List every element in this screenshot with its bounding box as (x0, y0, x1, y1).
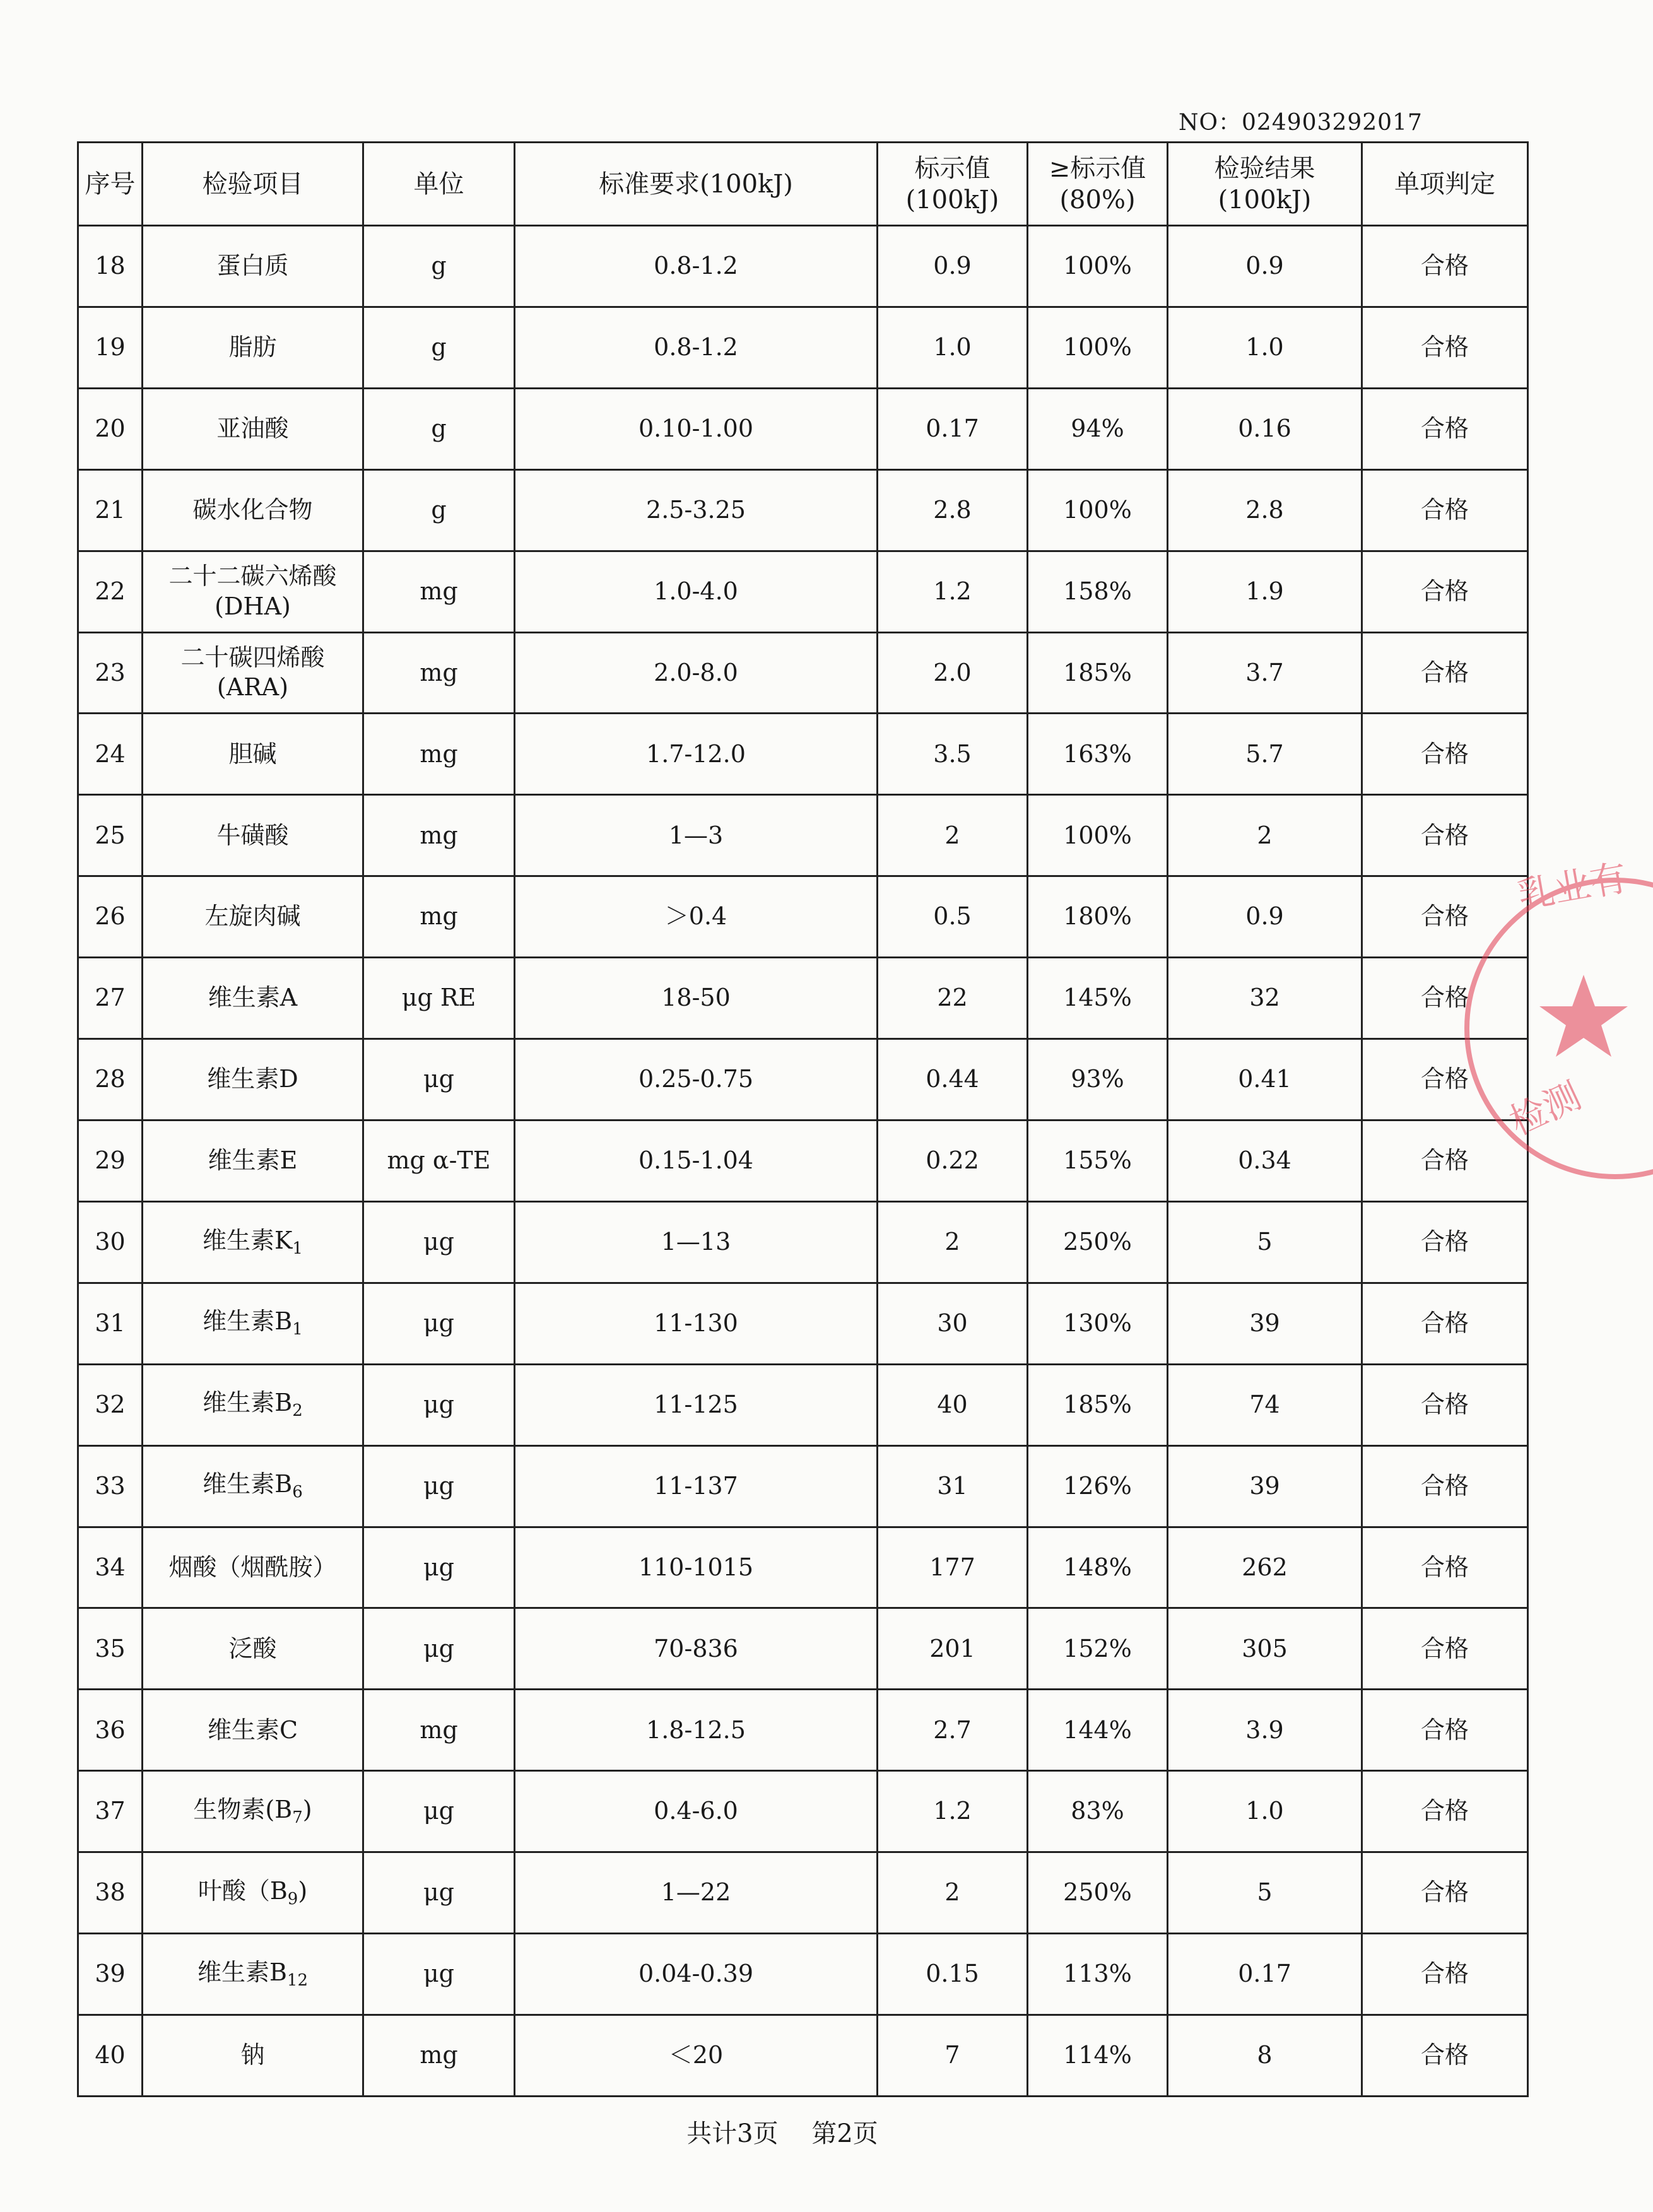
cell-label: 0.22 (878, 1120, 1028, 1201)
cell-ratio: 94% (1028, 388, 1168, 469)
item-name: 维生素K (203, 1226, 293, 1254)
cell-item (143, 1039, 363, 1121)
cell-label: 0.5 (878, 876, 1028, 958)
cell-ratio: 185% (1028, 1364, 1168, 1445)
cell-unit: g (363, 307, 515, 388)
table-row (78, 714, 1528, 795)
cell-ratio: 130% (1028, 1283, 1168, 1364)
cell-label: 40 (878, 1364, 1028, 1445)
cell-unit: μg (363, 1608, 515, 1690)
cell-seq: 18 (78, 226, 143, 307)
cell-item (143, 226, 363, 307)
item-name-end: ) (298, 1876, 308, 1905)
cell-judge: 合格 (1362, 1527, 1528, 1608)
cell-seq: 19 (78, 307, 143, 388)
cell-unit: mg (363, 632, 515, 714)
cell-item (143, 2015, 363, 2096)
cell-seq: 38 (78, 1852, 143, 1934)
table-row (78, 307, 1528, 388)
cell-unit: μg (363, 1527, 515, 1608)
cell-unit: μg (363, 1771, 515, 1852)
item-subscript: 1 (292, 1320, 303, 1339)
cell-standard: 1—3 (515, 795, 878, 876)
cell-item (143, 1934, 363, 2015)
cell-label: 1.2 (878, 1771, 1028, 1852)
cell-standard: 2.0-8.0 (515, 632, 878, 714)
item-subscript: 7 (292, 1808, 303, 1827)
header-seq: 序号 (78, 143, 143, 226)
cell-seq: 25 (78, 795, 143, 876)
cell-seq: 22 (78, 551, 143, 632)
cell-unit: μg (363, 1283, 515, 1364)
page-footer: 共计3页 第2页 (686, 2119, 878, 2148)
cell-ratio: 250% (1028, 1201, 1168, 1283)
item-name: 烟酸（烟酰胺） (168, 1553, 337, 1581)
item-name: 维生素B (203, 1389, 293, 1417)
cell-unit: g (363, 226, 515, 307)
table-row (78, 1934, 1528, 2015)
table-row (78, 2015, 1528, 2096)
cell-judge: 合格 (1362, 714, 1528, 795)
cell-result: 3.7 (1168, 632, 1362, 714)
cell-judge: 合格 (1362, 1771, 1528, 1852)
cell-result: 0.41 (1168, 1039, 1362, 1121)
cell-result: 32 (1168, 958, 1362, 1039)
cell-seq: 29 (78, 1120, 143, 1201)
cell-standard: 1.8-12.5 (515, 1690, 878, 1771)
cell-standard: ＜20 (515, 2015, 878, 2096)
cell-label: 0.9 (878, 226, 1028, 307)
cell-ratio: 148% (1028, 1527, 1168, 1608)
header-unit: 单位 (363, 143, 515, 226)
item-subscript: 9 (287, 1889, 298, 1909)
cell-unit: mg (363, 551, 515, 632)
table-row (78, 1445, 1528, 1527)
item-name: 泛酸 (228, 1634, 277, 1662)
cell-item (143, 958, 363, 1039)
cell-item (143, 1120, 363, 1201)
item-name: 生物素(B (193, 1795, 293, 1823)
cell-seq: 35 (78, 1608, 143, 1690)
table-row (78, 1690, 1528, 1771)
cell-judge: 合格 (1362, 632, 1528, 714)
cell-item (143, 1527, 363, 1608)
cell-ratio: 126% (1028, 1445, 1168, 1527)
cell-seq: 30 (78, 1201, 143, 1283)
cell-judge: 合格 (1362, 876, 1528, 958)
cell-standard: 11-130 (515, 1283, 878, 1364)
cell-judge: 合格 (1362, 1039, 1528, 1121)
cell-unit: g (363, 388, 515, 469)
item-name: 维生素B (203, 1307, 293, 1336)
cell-judge: 合格 (1362, 469, 1528, 551)
cell-seq: 21 (78, 469, 143, 551)
cell-item (143, 1364, 363, 1445)
cell-judge: 合格 (1362, 551, 1528, 632)
cell-ratio: 180% (1028, 876, 1168, 958)
cell-label: 22 (878, 958, 1028, 1039)
cell-label: 30 (878, 1283, 1028, 1364)
cell-item (143, 1283, 363, 1364)
cell-standard: 0.8-1.2 (515, 226, 878, 307)
cell-ratio: 100% (1028, 795, 1168, 876)
cell-label: 2 (878, 795, 1028, 876)
table-row (78, 795, 1528, 876)
cell-judge: 合格 (1362, 1364, 1528, 1445)
item-name: 维生素B (197, 1958, 287, 1986)
cell-seq: 39 (78, 1934, 143, 2015)
cell-judge: 合格 (1362, 1445, 1528, 1527)
cell-label: 2.8 (878, 469, 1028, 551)
cell-standard: 1.0-4.0 (515, 551, 878, 632)
cell-seq: 32 (78, 1364, 143, 1445)
cell-unit: g (363, 469, 515, 551)
svg-text:检测: 检测 (1503, 1074, 1588, 1144)
table-row (78, 1039, 1528, 1121)
cell-unit: mg (363, 714, 515, 795)
cell-judge: 合格 (1362, 958, 1528, 1039)
cell-item (143, 795, 363, 876)
cell-ratio: 145% (1028, 958, 1168, 1039)
cell-unit: mg α-TE (363, 1120, 515, 1201)
cell-standard: 0.10-1.00 (515, 388, 878, 469)
table-body (78, 226, 1528, 2097)
cell-standard: 11-125 (515, 1364, 878, 1445)
item-subscript: 6 (292, 1483, 303, 1502)
cell-label: 177 (878, 1527, 1028, 1608)
cell-result: 0.9 (1168, 226, 1362, 307)
table-row (78, 1120, 1528, 1201)
cell-seq: 23 (78, 632, 143, 714)
cell-unit: μg (363, 1934, 515, 2015)
cell-judge: 合格 (1362, 1283, 1528, 1364)
cell-item (143, 1445, 363, 1527)
header-judgement: 单项判定 (1362, 143, 1528, 226)
cell-judge: 合格 (1362, 307, 1528, 388)
cell-seq: 20 (78, 388, 143, 469)
cell-seq: 28 (78, 1039, 143, 1121)
cell-result: 3.9 (1168, 1690, 1362, 1771)
table-row (78, 876, 1528, 958)
cell-seq: 26 (78, 876, 143, 958)
cell-result: 0.34 (1168, 1120, 1362, 1201)
item-name: 碳水化合物 (192, 495, 313, 524)
cell-seq: 24 (78, 714, 143, 795)
cell-standard: 0.25-0.75 (515, 1039, 878, 1121)
cell-item (143, 388, 363, 469)
cell-unit: mg (363, 1690, 515, 1771)
cell-item (143, 307, 363, 388)
item-subscript: 2 (292, 1401, 303, 1421)
cell-standard: 0.8-1.2 (515, 307, 878, 388)
cell-ratio: 185% (1028, 632, 1168, 714)
cell-unit: μg (363, 1445, 515, 1527)
cell-judge: 合格 (1362, 1120, 1528, 1201)
cell-label: 2 (878, 1852, 1028, 1934)
table-row (78, 469, 1528, 551)
cell-ratio: 93% (1028, 1039, 1168, 1121)
cell-judge: 合格 (1362, 795, 1528, 876)
cell-unit: μg (363, 1201, 515, 1283)
cell-item (143, 1771, 363, 1852)
item-name: 维生素D (207, 1065, 298, 1093)
cell-result: 2.8 (1168, 469, 1362, 551)
table-row (78, 226, 1528, 307)
cell-label: 0.15 (878, 1934, 1028, 2015)
cell-seq: 31 (78, 1283, 143, 1364)
cell-result: 5.7 (1168, 714, 1362, 795)
item-name: 左旋肉碱 (204, 902, 301, 931)
cell-seq: 33 (78, 1445, 143, 1527)
cell-seq: 40 (78, 2015, 143, 2096)
item-name: 胆碱 (228, 739, 277, 768)
item-name: 叶酸（B (197, 1876, 288, 1905)
cell-standard: 2.5-3.25 (515, 469, 878, 551)
cell-ratio: 114% (1028, 2015, 1168, 2096)
header-item: 检验项目 (143, 143, 363, 226)
item-name: 亚油酸 (216, 415, 289, 443)
cell-judge: 合格 (1362, 1934, 1528, 2015)
cell-seq: 36 (78, 1690, 143, 1771)
cell-standard: 1.7-12.0 (515, 714, 878, 795)
cell-result: 2 (1168, 795, 1362, 876)
cell-unit: mg (363, 876, 515, 958)
cell-ratio: 100% (1028, 226, 1168, 307)
cell-result: 305 (1168, 1608, 1362, 1690)
cell-judge: 合格 (1362, 388, 1528, 469)
cell-label: 3.5 (878, 714, 1028, 795)
cell-unit: μg (363, 1039, 515, 1121)
header-result: 检验结果(100kJ) (1168, 143, 1362, 226)
table-row (78, 1201, 1528, 1283)
cell-standard: ＞0.4 (515, 876, 878, 958)
table-row (78, 1527, 1528, 1608)
cell-ratio: 100% (1028, 469, 1168, 551)
cell-result: 1.9 (1168, 551, 1362, 632)
item-name: 维生素C (207, 1715, 298, 1744)
cell-label: 1.2 (878, 551, 1028, 632)
cell-ratio: 83% (1028, 1771, 1168, 1852)
cell-standard: 0.04-0.39 (515, 1934, 878, 2015)
cell-item (143, 632, 363, 714)
cell-item (143, 876, 363, 958)
cell-standard: 1—13 (515, 1201, 878, 1283)
table-row (78, 1283, 1528, 1364)
cell-standard: 70-836 (515, 1608, 878, 1690)
cell-result: 39 (1168, 1283, 1362, 1364)
cell-standard: 110-1015 (515, 1527, 878, 1608)
item-name: 维生素E (208, 1146, 298, 1175)
cell-judge: 合格 (1362, 1690, 1528, 1771)
table-row (78, 632, 1528, 714)
cell-seq: 27 (78, 958, 143, 1039)
table-row (78, 1608, 1528, 1690)
cell-standard: 0.15-1.04 (515, 1120, 878, 1201)
cell-item (143, 551, 363, 632)
cell-result: 74 (1168, 1364, 1362, 1445)
cell-label: 1.0 (878, 307, 1028, 388)
cell-unit: μg RE (363, 958, 515, 1039)
item-name: 牛磺酸 (216, 821, 289, 849)
cell-ratio: 155% (1028, 1120, 1168, 1201)
item-name: 蛋白质 (216, 252, 289, 280)
cell-item (143, 1690, 363, 1771)
cell-ratio: 250% (1028, 1852, 1168, 1934)
cell-label: 201 (878, 1608, 1028, 1690)
cell-result: 39 (1168, 1445, 1362, 1527)
item-subscript: 12 (286, 1970, 309, 1990)
cell-unit: μg (363, 1364, 515, 1445)
cell-label: 2 (878, 1201, 1028, 1283)
item-name: 维生素A (208, 984, 298, 1012)
cell-result: 0.9 (1168, 876, 1362, 958)
item-name: 二十碳四烯酸(ARA) (180, 643, 325, 702)
cell-item (143, 469, 363, 551)
item-name: 维生素B (203, 1470, 293, 1498)
header-ratio: ≥标示值(80%) (1028, 143, 1168, 226)
item-name: 二十二碳六烯酸(DHA) (168, 562, 337, 620)
cell-ratio: 100% (1028, 307, 1168, 388)
cell-label: 0.44 (878, 1039, 1028, 1121)
cell-result: 0.16 (1168, 388, 1362, 469)
table-row (78, 958, 1528, 1039)
cell-ratio: 152% (1028, 1608, 1168, 1690)
table-row (78, 388, 1528, 469)
cell-unit: μg (363, 1852, 515, 1934)
table-row (78, 551, 1528, 632)
item-name-end: ) (302, 1795, 312, 1823)
cell-result: 1.0 (1168, 1771, 1362, 1852)
cell-standard: 11-137 (515, 1445, 878, 1527)
header-label-value: 标示值(100kJ) (878, 143, 1028, 226)
item-subscript: 1 (292, 1238, 303, 1258)
item-name: 钠 (240, 2041, 265, 2069)
header-standard: 标准要求(100kJ) (515, 143, 878, 226)
cell-ratio: 113% (1028, 1934, 1168, 2015)
cell-result: 5 (1168, 1852, 1362, 1934)
svg-text:乳业有: 乳业有 (1514, 856, 1630, 917)
cell-ratio: 163% (1028, 714, 1168, 795)
table-row (78, 1771, 1528, 1852)
cell-label: 2.0 (878, 632, 1028, 714)
cell-result: 1.0 (1168, 307, 1362, 388)
table-row (78, 1852, 1528, 1934)
cell-ratio: 144% (1028, 1690, 1168, 1771)
cell-item (143, 714, 363, 795)
cell-ratio: 158% (1028, 551, 1168, 632)
cell-standard: 0.4-6.0 (515, 1771, 878, 1852)
table-header-row (78, 143, 1528, 226)
cell-result: 262 (1168, 1527, 1362, 1608)
cell-result: 5 (1168, 1201, 1362, 1283)
cell-label: 7 (878, 2015, 1028, 2096)
cell-judge: 合格 (1362, 1201, 1528, 1283)
cell-label: 31 (878, 1445, 1028, 1527)
cell-item (143, 1608, 363, 1690)
cell-judge: 合格 (1362, 226, 1528, 307)
cell-standard: 1—22 (515, 1852, 878, 1934)
test-results-table (77, 141, 1529, 2097)
cell-seq: 34 (78, 1527, 143, 1608)
cell-judge: 合格 (1362, 1608, 1528, 1690)
cell-result: 0.17 (1168, 1934, 1362, 2015)
cell-item (143, 1201, 363, 1283)
cell-seq: 37 (78, 1771, 143, 1852)
table-row (78, 1364, 1528, 1445)
cell-unit: mg (363, 2015, 515, 2096)
item-name: 脂肪 (228, 333, 277, 362)
cell-judge: 合格 (1362, 2015, 1528, 2096)
cell-judge: 合格 (1362, 1852, 1528, 1934)
cell-result: 8 (1168, 2015, 1362, 2096)
cell-item (143, 1852, 363, 1934)
cell-standard: 18-50 (515, 958, 878, 1039)
cell-label: 0.17 (878, 388, 1028, 469)
report-number: NO：024903292017 (1179, 110, 1423, 136)
cell-unit: mg (363, 795, 515, 876)
cell-label: 2.7 (878, 1690, 1028, 1771)
